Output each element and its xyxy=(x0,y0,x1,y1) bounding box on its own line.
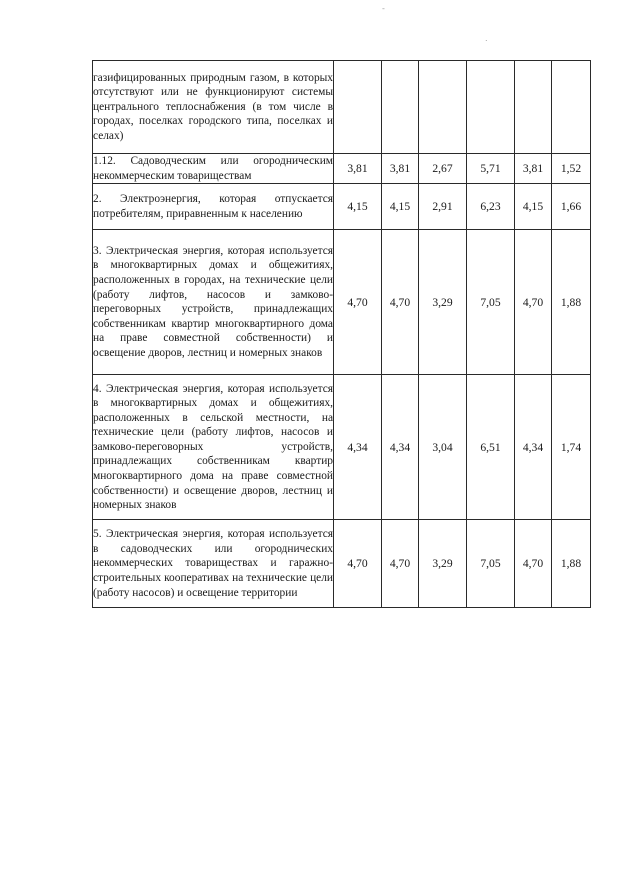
row-value: 3,29 xyxy=(419,520,467,608)
row-value: 6,51 xyxy=(467,375,515,520)
row-value: 4,34 xyxy=(382,375,419,520)
row-description: 1.12. Садоводческим или огородническим некоммерческим товариществам xyxy=(93,154,334,184)
row-value: 4,70 xyxy=(382,520,419,608)
row-value: 4,15 xyxy=(382,184,419,230)
table-row xyxy=(93,154,591,184)
row-value: 4,34 xyxy=(515,375,552,520)
row-value: 4,70 xyxy=(515,230,552,375)
row-value: 1,66 xyxy=(552,184,591,230)
row-description: 4. Электрическая энергия, которая используется в многоквартирных домах и общежитиях, расположенных в сельской местности, на технические цели (работу лифтов, насосов и замково-переговорных устройств, принадлежащих собственникам квартир многоквартирного дома на праве совместной собственности) и освещение дворов, лестниц и номерных знаков xyxy=(93,375,334,520)
row-value: 2,67 xyxy=(419,154,467,184)
row-value: 7,05 xyxy=(467,230,515,375)
row-value: 1,74 xyxy=(552,375,591,520)
scan-mark-dash: - xyxy=(382,4,385,13)
row-value xyxy=(382,61,419,154)
row-description: 3. Электрическая энергия, которая используется в многоквартирных домах и общежитиях, расположенных в городах, на технические цели (работу лифтов, насосов и замково-переговорных устройств, принадлежащих собственникам квартир многоквартирного дома на праве совместной собственности) и освещение дворов, лестниц и номерных знаков xyxy=(93,230,334,375)
row-value xyxy=(334,61,382,154)
row-value: 1,88 xyxy=(552,230,591,375)
row-value xyxy=(515,61,552,154)
row-value: 4,70 xyxy=(515,520,552,608)
row-description: 5. Электрическая энергия, которая используется в садоводческих или огороднических некоммерческих товариществах и гаражно-строительных кооперативах на технические цели (работу насосов) и освещение территории xyxy=(93,520,334,608)
row-value: 3,04 xyxy=(419,375,467,520)
row-value: 3,29 xyxy=(419,230,467,375)
table-row xyxy=(93,184,591,230)
row-value xyxy=(419,61,467,154)
table-row xyxy=(93,520,591,608)
table-row xyxy=(93,230,591,375)
row-value: 5,71 xyxy=(467,154,515,184)
row-value: 4,34 xyxy=(334,375,382,520)
table-row xyxy=(93,375,591,520)
row-value: 1,52 xyxy=(552,154,591,184)
table-row xyxy=(93,61,591,154)
row-value: 4,70 xyxy=(334,230,382,375)
row-value: 4,15 xyxy=(334,184,382,230)
row-value: 2,91 xyxy=(419,184,467,230)
row-description: 2. Электроэнергия, которая отпускается потребителям, приравненным к населению xyxy=(93,184,334,230)
row-value: 3,81 xyxy=(515,154,552,184)
row-value: 3,81 xyxy=(334,154,382,184)
row-value: 4,70 xyxy=(334,520,382,608)
row-value xyxy=(467,61,515,154)
row-description: газифицированных природным газом, в которых отсутствуют или не функционируют системы центрального теплоснабжения (в том числе в городах, поселках городского типа, поселках и селах) xyxy=(93,61,334,154)
row-value: 4,70 xyxy=(382,230,419,375)
row-value: 7,05 xyxy=(467,520,515,608)
row-value: 1,88 xyxy=(552,520,591,608)
row-value: 4,15 xyxy=(515,184,552,230)
row-value xyxy=(552,61,591,154)
scan-mark-dot: . xyxy=(485,34,488,43)
row-value: 6,23 xyxy=(467,184,515,230)
row-value: 3,81 xyxy=(382,154,419,184)
tariff-table xyxy=(92,60,591,608)
